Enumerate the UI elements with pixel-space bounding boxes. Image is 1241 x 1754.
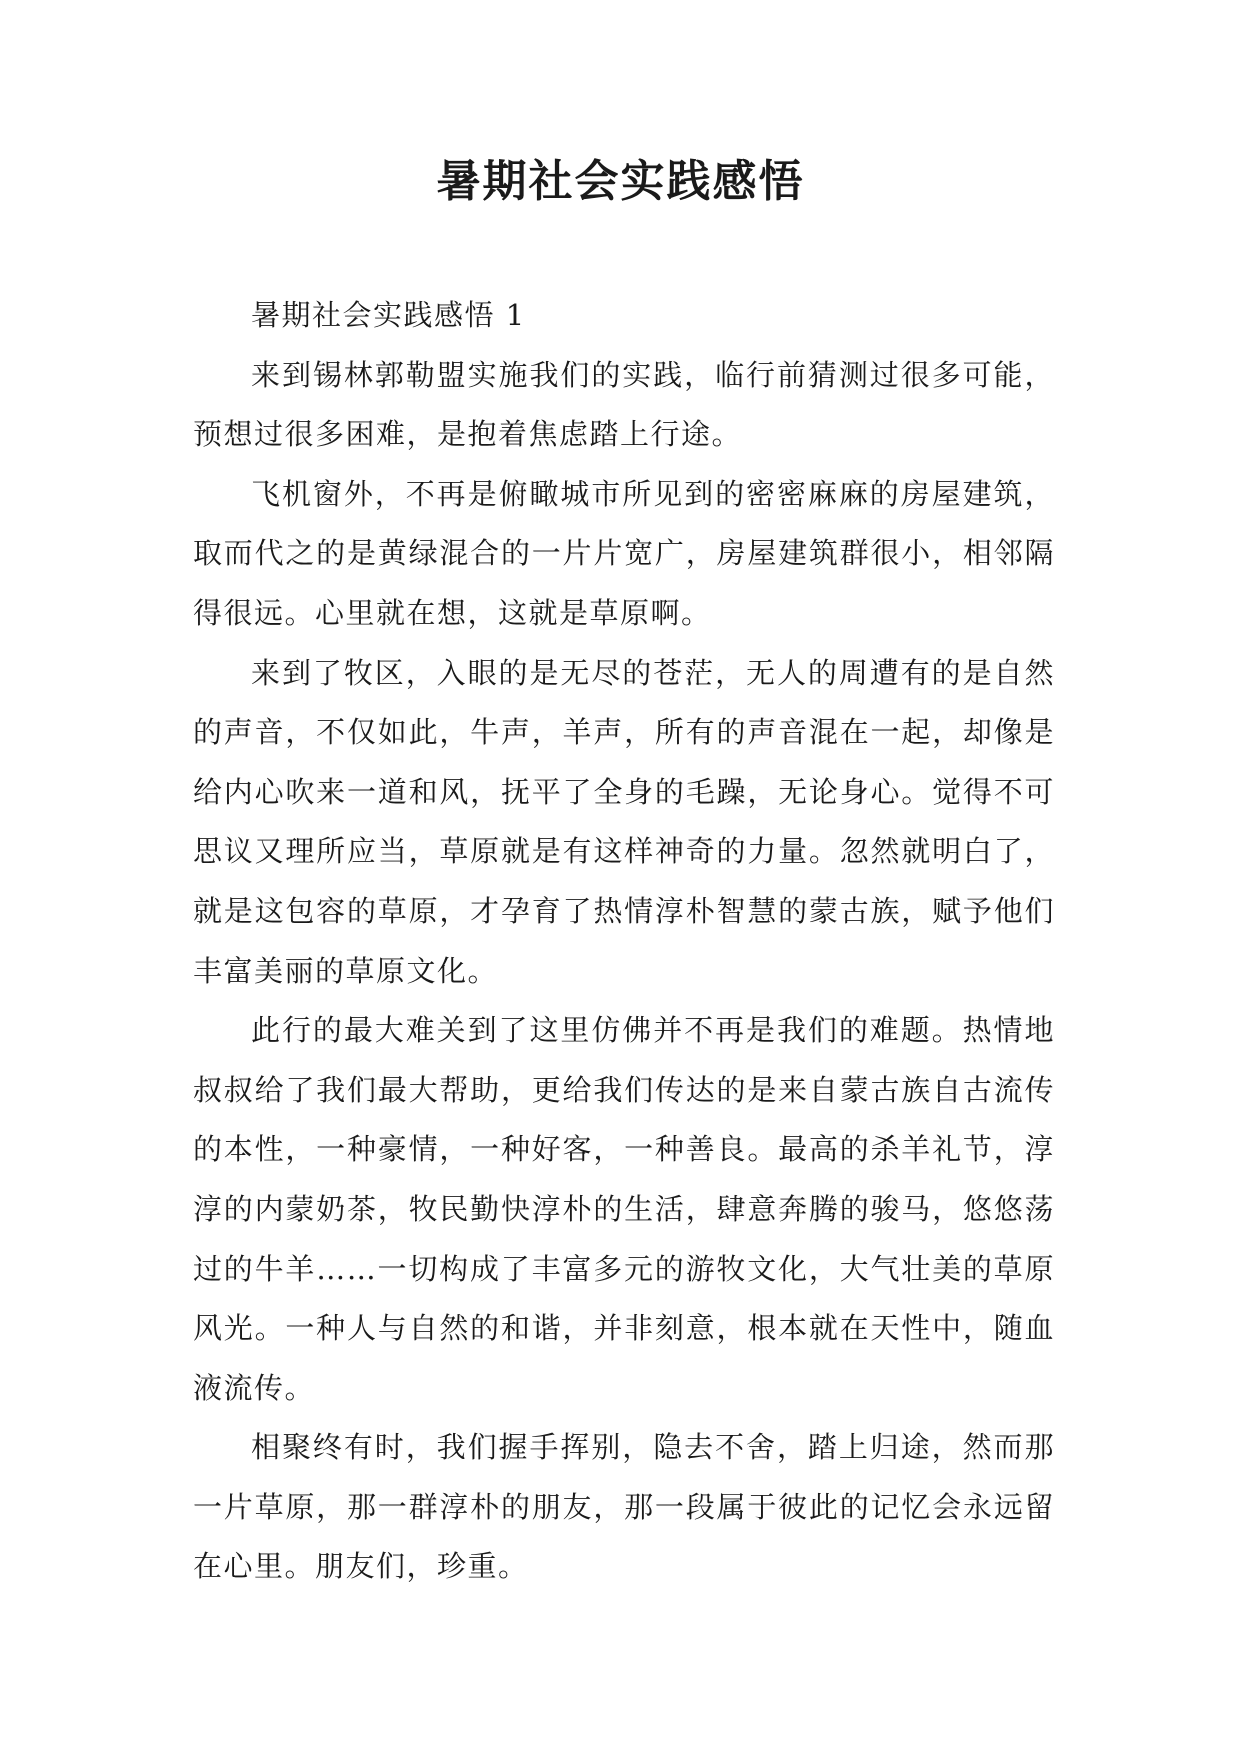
document-title: 暑期社会实践感悟 — [436, 156, 805, 207]
paragraph: 来到了牧区，入眼的是无尽的苍茫，无人的周遭有的是自然的声音，不仅如此，牛声，羊声，所有的声音混在一起，却像是给内心吹来一道和风，抚平了全身的毛躁，无论身心。觉得不可思议又理所应当，草原就是有这样神奇的力量。忽然就明白了，就是这包容的草原，才孕育了热情淳朴智慧的蒙古族，赋予他们丰富美丽的草原文化。 — [193, 655, 1055, 988]
section-heading: 暑期社会实践感悟 1 — [251, 298, 526, 332]
paragraph: 飞机窗外，不再是俯瞰城市所见到的密密麻麻的房屋建筑，取而代之的是黄绿混合的一片片宽广，房屋建筑群很小，相邻隔得很远。心里就在想，这就是草原啊。 — [193, 476, 1055, 630]
document-body — [193, 286, 1055, 1597]
paragraph: 此行的最大难关到了这里仿佛并不再是我们的难题。热情地叔叔给了我们最大帮助，更给我们传达的是来自蒙古族自古流传的本性，一种豪情，一种好客，一种善良。最高的杀羊礼节，淳淳的内蒙奶茶，牧民勤快淳朴的生活，肆意奔腾的骏马，悠悠荡过的牛羊……一切构成了丰富多元的游牧文化，大气壮美的草原风光。一种人与自然的和谐，并非刻意，根本就在天性中，随血液流传。 — [193, 1013, 1055, 1405]
paragraph: 来到锡林郭勒盟实施我们的实践，临行前猜测过很多可能，预想过很多困难，是抱着焦虑踏上行途。 — [193, 357, 1055, 452]
paragraph: 相聚终有时，我们握手挥别，隐去不舍，踏上归途，然而那一片草原，那一群淳朴的朋友，那一段属于彼此的记忆会永远留在心里。朋友们，珍重。 — [193, 1430, 1055, 1584]
